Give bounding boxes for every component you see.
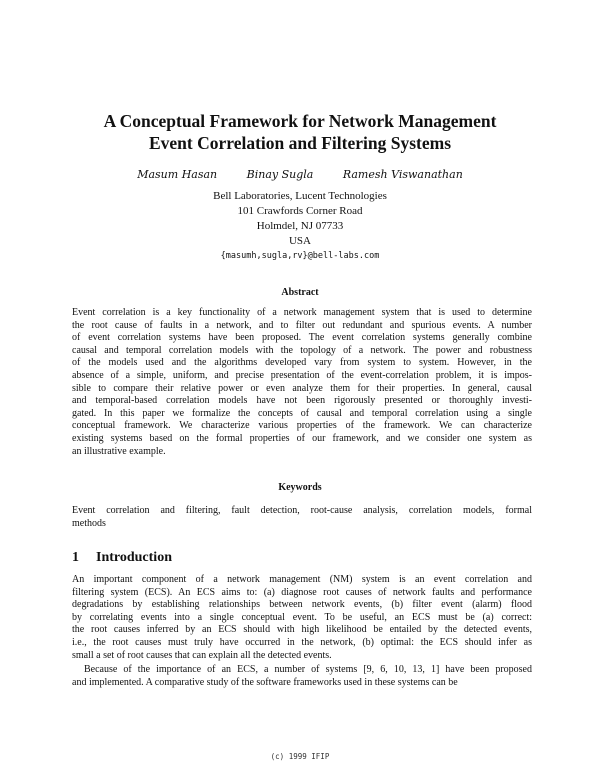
author: Binay Sugla [246,168,314,181]
text-line: Event correlation and filtering, fault detection, root-cause analysis, correlation models, formal [72,505,532,516]
text-line: the root cause of faults in a network, and to filter out redundant and spurious events. A number [72,319,532,331]
text-line: by correlating events into a single conceptual event. To be useful, an ECS must be (a) correct: [72,611,532,623]
section-title: Introduction [96,550,172,565]
text-line: gated. In this paper we formalize the concepts of causal and temporal correlation using a single [72,407,532,419]
affiliation-org: Bell Laboratories, Lucent Technologies [213,190,387,202]
section-number: 1 [72,550,79,565]
text-line: Event correlation is a key functionality of a network management system that is used to determine [72,307,532,318]
author-email: {masumh,sugla,rv}@bell-labs.com [220,251,380,261]
abstract-body [72,307,532,458]
text-line: conceptual framework. We characterize various properties of the framework. We can characterize [72,420,532,432]
text-line: absence of a simple, uniform, and precise presentation of the event-correlation problem, it is impos- [72,369,532,381]
copyright-footer: (c) 1999 IFIP [270,752,330,761]
affiliation-street: 101 Crawfords Corner Road [237,205,363,217]
text-line: i.e., the root causes must truly have occurred in the network, (b) optimal: the ECS should infer as [72,636,532,648]
section-heading [72,550,172,566]
affiliation-city: Holmdel, NJ 07733 [256,220,344,232]
text-line: Because of the importance of an ECS, a number of systems [9, 6, 10, 13, 1] have been proposed [84,664,532,675]
text-line: small a set of root causes that can explain all the detected events. [72,649,332,661]
text-line: of event correlation systems have been proposed. The event correlation systems generally combine [72,332,532,344]
text-line: an illustrative example. [72,445,166,457]
text-line: the root causes inferred by an ECS should with high likelihood be entailed by the detected events, [72,624,532,636]
text-line: An important component of a network management (NM) system is an event correlation and [72,574,532,585]
affiliation-country: USA [288,235,311,247]
paper-title [40,110,560,154]
keywords-heading: Keywords [278,482,322,493]
author: Ramesh Viswanathan [342,168,463,181]
text-line: and temporal-based correlation models have not been rigorously presented or thoroughly investi- [72,395,532,407]
text-line: of the models used and the algorithms developed vary from system to system. However, in the [72,357,532,369]
text-line: existing systems based on the formal properties of our framework, and we consider one system as [72,432,532,444]
title-line-1: A Conceptual Framework for Network Management [103,111,497,131]
text-line: sible to compare their relative power or even analyze them for their properties. In general, causal [72,382,532,394]
title-line-2: Event Correlation and Filtering Systems [148,133,452,153]
author: Masum Hasan [137,168,218,181]
keywords-body [72,505,532,530]
abstract-heading: Abstract [281,287,319,298]
text-line: degradations by establishing relationships between network events, (b) filter event (alarm) flood [72,599,532,611]
text-line: causal and temporal correlation models with the topology of a network. The power and robustness [72,344,532,356]
intro-paragraph-2 [72,664,532,689]
text-line: filtering system (ECS). An ECS aims to: (a) diagnose root causes of network faults and performance [72,586,532,598]
affiliation-block [0,189,600,264]
text-line: methods [72,517,106,529]
intro-paragraph-1 [72,574,532,662]
author-list [0,168,600,181]
text-line: and implemented. A comparative study of the software frameworks used in these systems can be [72,676,458,688]
